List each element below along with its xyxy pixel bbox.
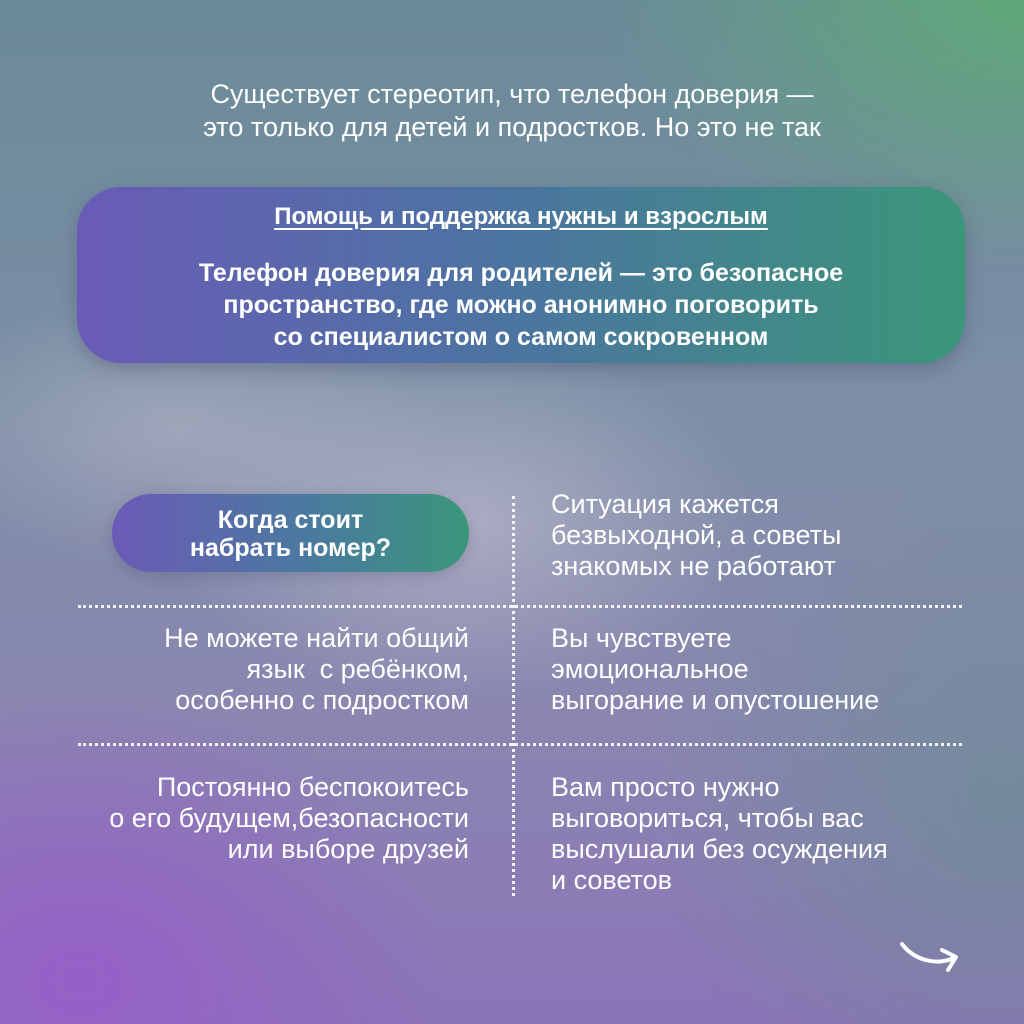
info-card-body-line-3: со специалистом о самом сокровенном <box>273 323 769 351</box>
situation-item-1 <box>551 489 981 582</box>
situation-3-line-1: Вы чувствуете <box>551 623 732 653</box>
info-card-body-line-1: Телефон доверия для родителей — это безопасное <box>198 259 844 287</box>
situation-1-line-1: Ситуация кажется <box>551 489 779 519</box>
situation-2-line-2: язык с ребёнком, <box>246 654 469 684</box>
vertical-divider <box>512 496 515 896</box>
situation-3-line-2: эмоциональное <box>551 654 749 684</box>
question-pill-line-1: Когда стоит <box>217 506 364 534</box>
info-card-body <box>97 257 945 353</box>
situation-item-3 <box>551 623 981 716</box>
question-pill-text <box>112 506 469 562</box>
situation-2-line-1: Не можете найти общий <box>164 623 469 653</box>
situation-5-line-1: Вам просто нужно <box>551 772 780 802</box>
headline-line-2: это только для детей и подростков. Но это не так <box>203 112 821 142</box>
situation-1-line-2: безвыходной, а советы <box>551 520 842 550</box>
situation-item-2 <box>20 623 469 716</box>
situation-5-line-4: и советов <box>551 865 672 895</box>
horizontal-divider-1 <box>78 605 962 608</box>
situation-3-line-3: выгорание и опустошение <box>551 685 880 715</box>
situation-4-line-3: или выборе друзей <box>227 834 469 864</box>
question-pill <box>112 494 469 572</box>
info-card-body-line-2: пространство, где можно анонимно поговорить <box>223 291 819 319</box>
horizontal-divider-2 <box>78 743 962 746</box>
situation-4-line-2: о его будущем,безопасности <box>109 803 469 833</box>
info-card <box>77 187 965 363</box>
situation-4-line-1: Постоянно беспокоитесь <box>156 772 469 802</box>
question-pill-line-2: набрать номер? <box>189 534 392 562</box>
headline-line-1: Существует стереотип, что телефон доверия — <box>210 79 814 109</box>
situation-item-4 <box>20 772 469 865</box>
curved-arrow-right-icon[interactable] <box>896 930 966 980</box>
info-card-title: Помощь и поддержка нужны и взрослым <box>274 203 768 230</box>
situation-2-line-3: особенно с подростком <box>175 685 469 715</box>
situation-1-line-3: знакомых не работают <box>551 551 836 581</box>
situation-5-line-3: выслушали без осуждения <box>551 834 888 864</box>
situation-item-5 <box>551 772 981 896</box>
situation-5-line-2: выговориться, чтобы вас <box>551 803 864 833</box>
headline <box>112 78 912 144</box>
